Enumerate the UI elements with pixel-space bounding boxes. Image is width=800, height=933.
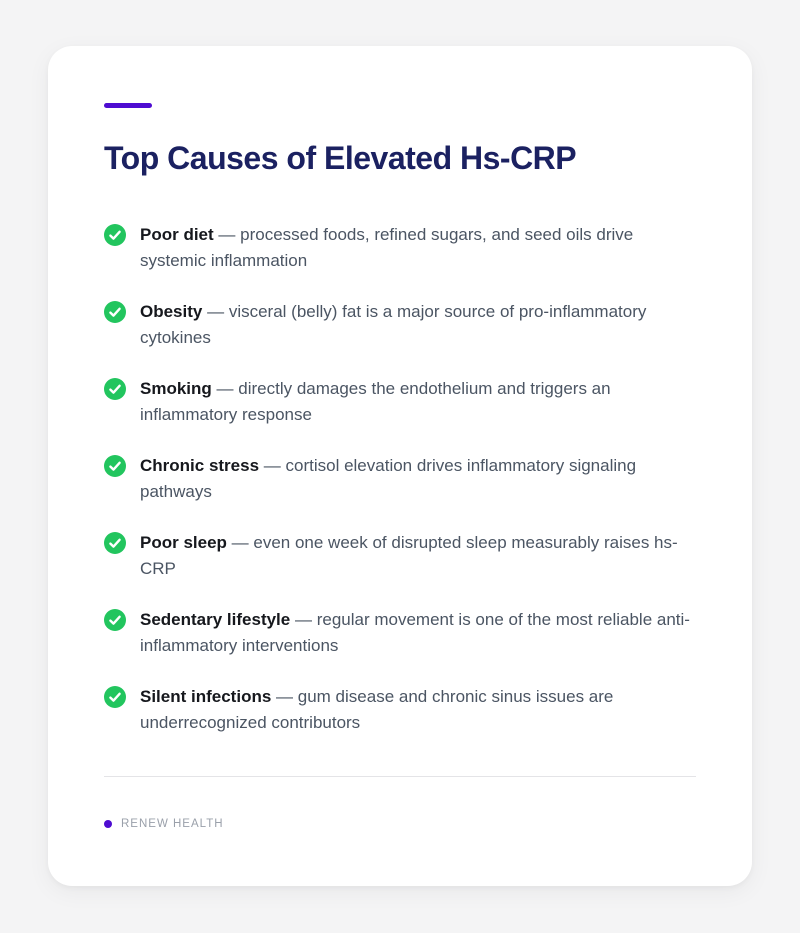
brand-dot-icon bbox=[104, 820, 112, 828]
list-item-desc: — gum disease and chronic sinus issues are underrecognized contributors bbox=[140, 687, 614, 732]
list-item bbox=[104, 530, 696, 582]
check-circle-icon bbox=[104, 532, 126, 554]
list-item bbox=[104, 222, 696, 274]
list-item-lead: Obesity bbox=[140, 302, 203, 321]
list-item-text bbox=[140, 607, 696, 659]
list-item-lead: Chronic stress bbox=[140, 456, 260, 475]
list-item-desc: — cortisol elevation drives inflammatory signaling pathways bbox=[140, 456, 637, 501]
list-item-text bbox=[140, 530, 696, 582]
list-item bbox=[104, 607, 696, 659]
check-circle-icon bbox=[104, 455, 126, 477]
check-circle-icon bbox=[104, 378, 126, 400]
list-item-text bbox=[140, 376, 696, 428]
list-item-desc: — regular movement is one of the most reliable anti-inflammatory interventions bbox=[140, 610, 690, 655]
list-item-desc: — processed foods, refined sugars, and seed oils drive systemic inflammation bbox=[140, 225, 634, 270]
list-item bbox=[104, 684, 696, 736]
list-item-lead: Poor diet bbox=[140, 225, 214, 244]
list-item-desc: — visceral (belly) fat is a major source of pro-inflammatory cytokines bbox=[140, 302, 647, 347]
list-item-text bbox=[140, 299, 696, 351]
list-item bbox=[104, 453, 696, 505]
list-item-desc: — even one week of disrupted sleep measurably raises hs-CRP bbox=[140, 533, 678, 578]
footer bbox=[104, 818, 696, 830]
check-circle-icon bbox=[104, 686, 126, 708]
footer-divider bbox=[104, 776, 696, 777]
list-item-lead: Silent infections bbox=[140, 687, 272, 706]
list-item-lead: Sedentary lifestyle bbox=[140, 610, 291, 629]
accent-line bbox=[104, 103, 152, 108]
list-item-text bbox=[140, 453, 696, 505]
content-card bbox=[48, 46, 752, 886]
page-title: Top Causes of Elevated Hs-CRP bbox=[104, 140, 577, 176]
list-item-text bbox=[140, 684, 696, 736]
check-circle-icon bbox=[104, 609, 126, 631]
list-item-lead: Poor sleep bbox=[140, 533, 227, 552]
list-item bbox=[104, 376, 696, 428]
list-item-text bbox=[140, 222, 696, 274]
check-circle-icon bbox=[104, 301, 126, 323]
list-item bbox=[104, 299, 696, 351]
check-circle-icon bbox=[104, 224, 126, 246]
cause-list bbox=[104, 222, 696, 736]
brand-name: RENEW HEALTH bbox=[121, 818, 224, 830]
list-item-desc: — directly damages the endothelium and triggers an inflammatory response bbox=[140, 379, 611, 424]
list-item-lead: Smoking bbox=[140, 379, 212, 398]
